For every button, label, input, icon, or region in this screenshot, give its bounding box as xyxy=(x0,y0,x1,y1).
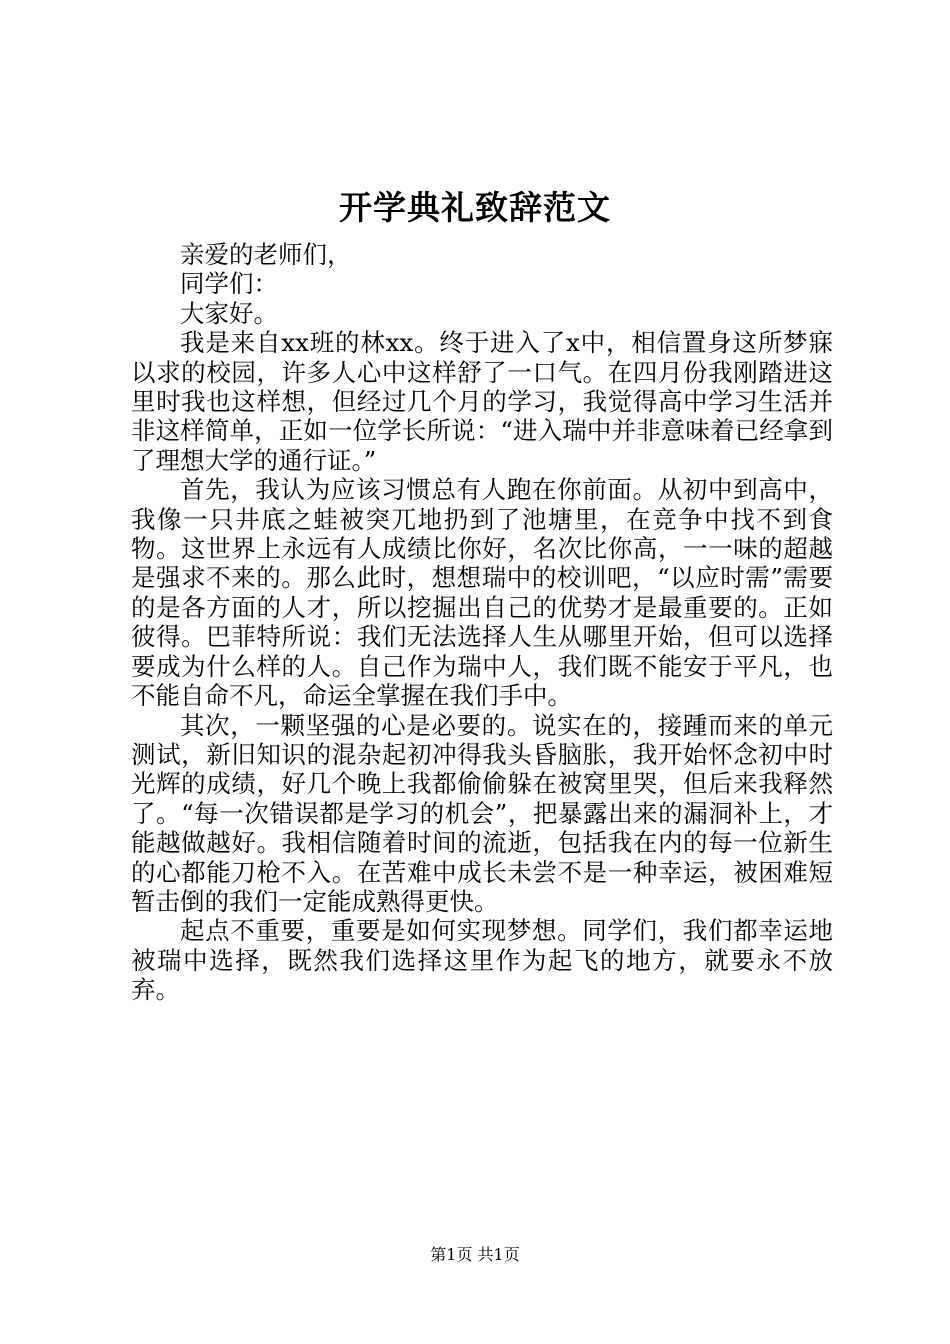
paragraph-conclusion: 起点不重要，重要是如何实现梦想。同学们，我们都幸运地被瑞中选择，既然我们选择这里作为起飞的地方，就要永不放弃。 xyxy=(131,916,833,1005)
greeting-teachers: 亲爱的老师们， xyxy=(180,240,352,269)
paragraph-second-point: 其次，一颗坚强的心是必要的。说实在的，接踵而来的单元测试，新旧知识的混杂起初冲得我头昏脑胀，我开始怀念初中时光辉的成绩，好几个晚上我都偷偷躲在被窝里哭，但后来我释然了。“每一次错误都是学习的机会”，把暴露出来的漏洞补上，才能越做越好。我相信随着时间的流逝，包括我在内的每一位新生的心都能刀枪不入。在苦难中成长未尝不是一种幸运，被困难短暂击倒的我们一定能成熟得更快。 xyxy=(131,710,833,916)
paragraph-introduction: 我是来自xx班的林xx。终于进入了x中，相信置身这所梦寐以求的校园，许多人心中这样舒了一口气。在四月份我刚踏进这里时我也这样想，但经过几个月的学习，我觉得高中学习生活并非这样简单，正如一位学长所说：“进入瑞中并非意味着已经拿到了理想大学的通行证。” xyxy=(131,328,833,475)
document-body xyxy=(131,240,833,1005)
paragraph-first-point: 首先，我认为应该习惯总有人跑在你前面。从初中到高中，我像一只井底之蛙被突兀地扔到了池塘里，在竞争中找不到食物。这世界上永远有人成绩比你好，名次比你高，一一味的超越是强求不来的。那么此时，想想瑞中的校训吧，“以应时需”需要的是各方面的人才，所以挖掘出自己的优势才是最重要的。正如彼得。巴菲特所说：我们无法选择人生从哪里开始，但可以选择要成为什么样的人。自己作为瑞中人，我们既不能安于平凡，也不能自命不凡，命运全掌握在我们手中。 xyxy=(131,475,833,711)
document-title: 开学典礼致辞范文 xyxy=(339,188,611,227)
greeting-students: 同学们： xyxy=(180,269,278,299)
greeting-everyone: 大家好。 xyxy=(180,298,278,328)
page-number-footer: 第1页 共1页 xyxy=(430,1245,520,1264)
